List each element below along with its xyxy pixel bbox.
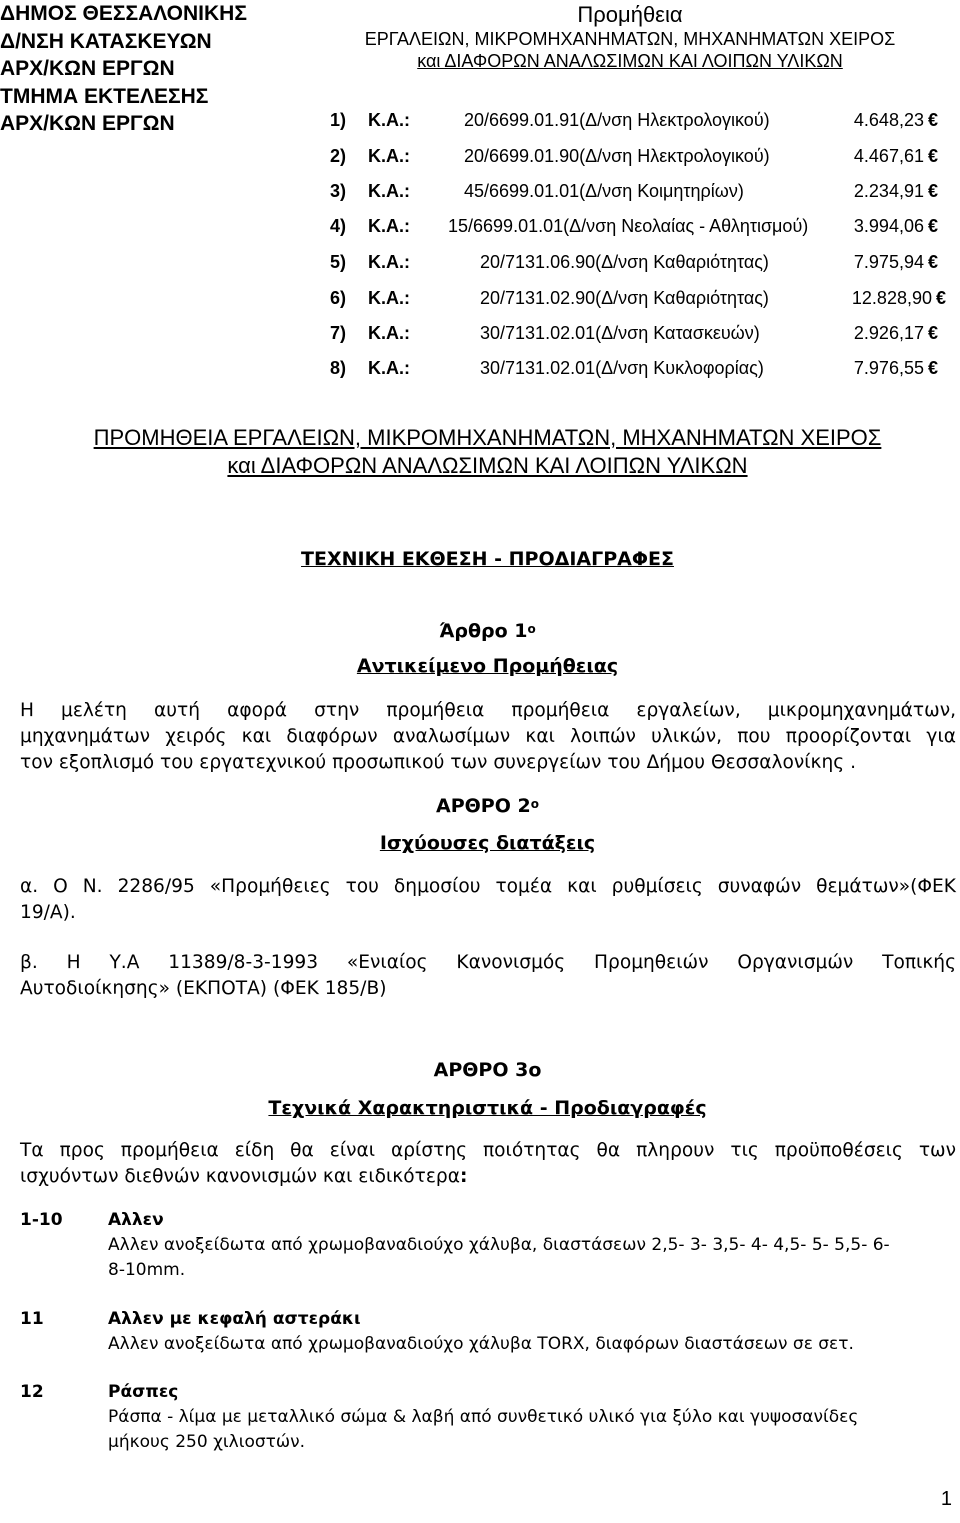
- budget-row-amount-wrap: [854, 214, 938, 238]
- budget-row-amount-wrap: [854, 108, 938, 132]
- budget-row-amount: 4.467,61: [853, 146, 924, 166]
- euro-icon: €: [927, 358, 938, 378]
- budget-row-label: Κ.Α.:: [368, 181, 410, 201]
- page-number: 1: [940, 1488, 952, 1510]
- article2-subtitle: Ισχύουσες διατάξεις: [379, 832, 596, 854]
- article2-item-b-line-2: Αυτοδιοίκησης» (ΕΚΠΟΤΑ) (ΦΕΚ 185/Β): [20, 978, 387, 999]
- budget-row-amount-wrap: [854, 250, 938, 274]
- article1-heading: Άρθρο 1: [439, 620, 528, 642]
- euro-icon: €: [935, 288, 946, 308]
- item-title: Ράσπες: [108, 1382, 179, 1402]
- budget-row-number: 6): [330, 288, 347, 308]
- budget-row-number: 5): [330, 252, 347, 272]
- budget-row: [330, 356, 960, 380]
- budget-row-number: 2): [330, 146, 347, 166]
- article3-subtitle: Τεχνικά Χαρακτηριστικά - Προδιαγραφές: [268, 1097, 707, 1119]
- main-heading-line-2: και ΔΙΑΦΟΡΩΝ ΑΝΑΛΩΣΙΜΩΝ ΚΑΙ ΛΟΙΠΩΝ ΥΛΙΚΩΝ: [227, 453, 748, 478]
- budget-row-amount: 4.648,23: [853, 110, 924, 130]
- budget-row-number: 4): [330, 216, 347, 236]
- budget-row-code: 20/7131.06.90(Δ/νση Καθαριότητας): [480, 252, 769, 272]
- budget-row-code: 15/6699.01.01(Δ/νση Νεολαίας - Αθλητισμού): [448, 216, 809, 236]
- budget-row: [330, 179, 960, 203]
- budget-row-amount-wrap: [854, 321, 938, 345]
- budget-row-amount: 2.926,17: [853, 323, 924, 343]
- budget-row-amount: 7.976,55: [853, 358, 924, 378]
- budget-row-label: Κ.Α.:: [368, 252, 410, 272]
- budget-row: [330, 286, 960, 310]
- organization-block: [0, 0, 247, 138]
- budget-row-amount: 7.975,94: [853, 252, 924, 272]
- budget-row-label: Κ.Α.:: [368, 358, 410, 378]
- item-description-line-1: Αλλεν ανοξείδωτα από χρωμοβαναδιούχο χάλυβα TORX, διαφόρων διαστάσεων σε σετ.: [108, 1334, 854, 1354]
- budget-row: [330, 144, 960, 168]
- budget-row-number: 3): [330, 181, 347, 201]
- budget-row-amount: 3.994,06: [853, 216, 924, 236]
- article2-heading-sup: ο: [530, 797, 539, 811]
- article1-subtitle: Αντικείμενο Προμήθειας: [356, 655, 619, 677]
- item-description-line-2: μήκους 250 χιλιοστών.: [108, 1432, 306, 1452]
- org-line-arch-works-2: ΑΡΧ/ΚΩΝ ΕΡΓΩΝ: [0, 112, 175, 135]
- item-title: Αλλεν: [108, 1210, 164, 1230]
- article1-paragraph-line-1: Η μελέτη αυτή αφορά στην προμήθεια προμήθεια εργαλείων, μικρομηχανημάτων,: [20, 700, 956, 721]
- budget-row-code: 30/7131.02.01(Δ/νση Κυκλοφορίας): [480, 358, 764, 378]
- article1-paragraph-line-3: τον εξοπλισμό του εργατεχνικού προσωπικού των συνεργείων του Δήμου Θεσσαλονίκης .: [20, 752, 857, 773]
- budget-row-amount: 2.234,91: [853, 181, 924, 201]
- article3-intro-colon: :: [459, 1166, 468, 1187]
- article3-heading: ΑΡΘΡΟ 3ο: [433, 1059, 542, 1081]
- header-subtitle-1: ΕΡΓΑΛΕΙΩΝ, ΜΙΚΡΟΜΗΧΑΝΗΜΑΤΩΝ, ΜΗΧΑΝΗΜΑΤΩΝ ΧΕΙΡΟΣ: [364, 29, 896, 49]
- article1-heading-sup: ο: [527, 622, 536, 636]
- tech-report-title: ΤΕΧΝΙΚΗ ΕΚΘΕΣΗ - ΠΡΟΔΙΑΓΡΑΦΕΣ: [301, 548, 674, 570]
- euro-icon: €: [927, 146, 938, 166]
- euro-icon: €: [927, 216, 938, 236]
- article2-heading-wrap: [0, 793, 960, 819]
- item-number: 12: [20, 1382, 44, 1402]
- budget-row-number: 7): [330, 323, 347, 343]
- main-heading-line-1: ΠΡΟΜΗΘΕΙΑ ΕΡΓΑΛΕΙΩΝ, ΜΙΚΡΟΜΗΧΑΝΗΜΑΤΩΝ, ΜΗΧΑΝΗΜΑΤΩΝ ΧΕΙΡΟΣ: [93, 425, 882, 450]
- budget-row-label: Κ.Α.:: [368, 323, 410, 343]
- header-subtitle-2: και ΔΙΑΦΟΡΩΝ ΑΝΑΛΩΣΙΜΩΝ ΚΑΙ ΛΟΙΠΩΝ ΥΛΙΚΩΝ: [417, 51, 843, 71]
- article2-item-a-line-1: α. Ο Ν. 2286/95 «Προμήθειες του δημοσίου τομέα και ρυθμίσεις συναφών θεμάτων»(ΦΕΚ: [20, 876, 956, 897]
- budget-row-code: 30/7131.02.01(Δ/νση Κατασκευών): [480, 323, 760, 343]
- euro-icon: €: [927, 181, 938, 201]
- item-number: 11: [20, 1309, 44, 1329]
- budget-row-number: 1): [330, 110, 347, 130]
- budget-row-label: Κ.Α.:: [368, 110, 410, 130]
- item-title: Αλλεν με κεφαλή αστεράκι: [108, 1309, 361, 1329]
- budget-row-code: 20/6699.01.91(Δ/νση Ηλεκτρολογικού): [464, 110, 770, 130]
- article1-heading-wrap: [0, 618, 960, 644]
- org-line-directorate: Δ/ΝΣΗ ΚΑΤΑΣΚΕΥΩΝ: [0, 29, 212, 53]
- budget-row-amount-wrap: [854, 179, 938, 203]
- budget-row-label: Κ.Α.:: [368, 216, 410, 236]
- item-description-line-1: Αλλεν ανοξείδωτα από χρωμοβαναδιούχο χάλυβα, διαστάσεων 2,5- 3- 3,5- 4- 4,5- 5- 5,5- 6-: [108, 1235, 890, 1255]
- article2-heading: ΑΡΘΡΟ 2: [436, 795, 531, 817]
- article2-item-b-line-1: β. Η Υ.Α 11389/8-3-1993 «Ενιαίος Κανονισμός Προμηθειών Οργανισμών Τοπικής: [20, 952, 956, 973]
- item-description-line-2: 8-10mm.: [108, 1260, 186, 1280]
- budget-row-amount-wrap: [852, 286, 946, 310]
- budget-row-label: Κ.Α.:: [368, 146, 410, 166]
- budget-row-code: 20/7131.02.90(Δ/νση Καθαριότητας): [480, 288, 769, 308]
- budget-row: [330, 250, 960, 274]
- budget-row: [330, 214, 960, 238]
- article3-intro-line-2-wrap: [20, 1164, 467, 1190]
- article3-intro-line-1: Τα προς προμήθεια είδη θα είναι αρίστης ποιότητας θα πληρουν τις προϋποθέσεις των: [20, 1140, 956, 1161]
- header-title: Προμήθεια: [577, 2, 683, 27]
- org-line-arch-works: ΑΡΧ/ΚΩΝ ΕΡΓΩΝ: [0, 57, 175, 80]
- budget-row-amount-wrap: [854, 356, 938, 380]
- org-line-municipality: ΔΗΜΟΣ ΘΕΣΣΑΛΟΝΙΚΗΣ: [0, 2, 247, 25]
- article3-intro-line-2: ισχυόντων διεθνών κανονισμών και ειδικότερα: [20, 1166, 460, 1187]
- budget-row-code: 45/6699.01.01(Δ/νση Κοιμητηρίων): [464, 181, 744, 201]
- euro-icon: €: [927, 110, 938, 130]
- budget-row-number: 8): [330, 358, 347, 378]
- budget-row-code: 20/6699.01.90(Δ/νση Ηλεκτρολογικού): [464, 146, 770, 166]
- budget-row-amount-wrap: [854, 144, 938, 168]
- euro-icon: €: [927, 323, 938, 343]
- budget-row-label: Κ.Α.:: [368, 288, 410, 308]
- article2-item-a-line-2: 19/Α).: [20, 902, 76, 923]
- budget-row: [330, 108, 960, 132]
- budget-row: [330, 321, 960, 345]
- item-description-line-1: Ράσπα - λίμα με μεταλλικό σώμα & λαβή από συνθετικό υλικό για ξύλο και γυψοσανίδες: [108, 1407, 859, 1427]
- item-number: 1-10: [20, 1210, 63, 1230]
- article1-paragraph-line-2: μηχανημάτων χειρός και διαφόρων αναλωσίμων και λοιπών υλικών, που προορίζονται για: [20, 726, 956, 747]
- euro-icon: €: [927, 252, 938, 272]
- org-line-department: ΤΜΗΜΑ ΕΚΤΕΛΕΣΗΣ: [0, 84, 209, 108]
- budget-row-amount: 12.828,90: [851, 288, 932, 308]
